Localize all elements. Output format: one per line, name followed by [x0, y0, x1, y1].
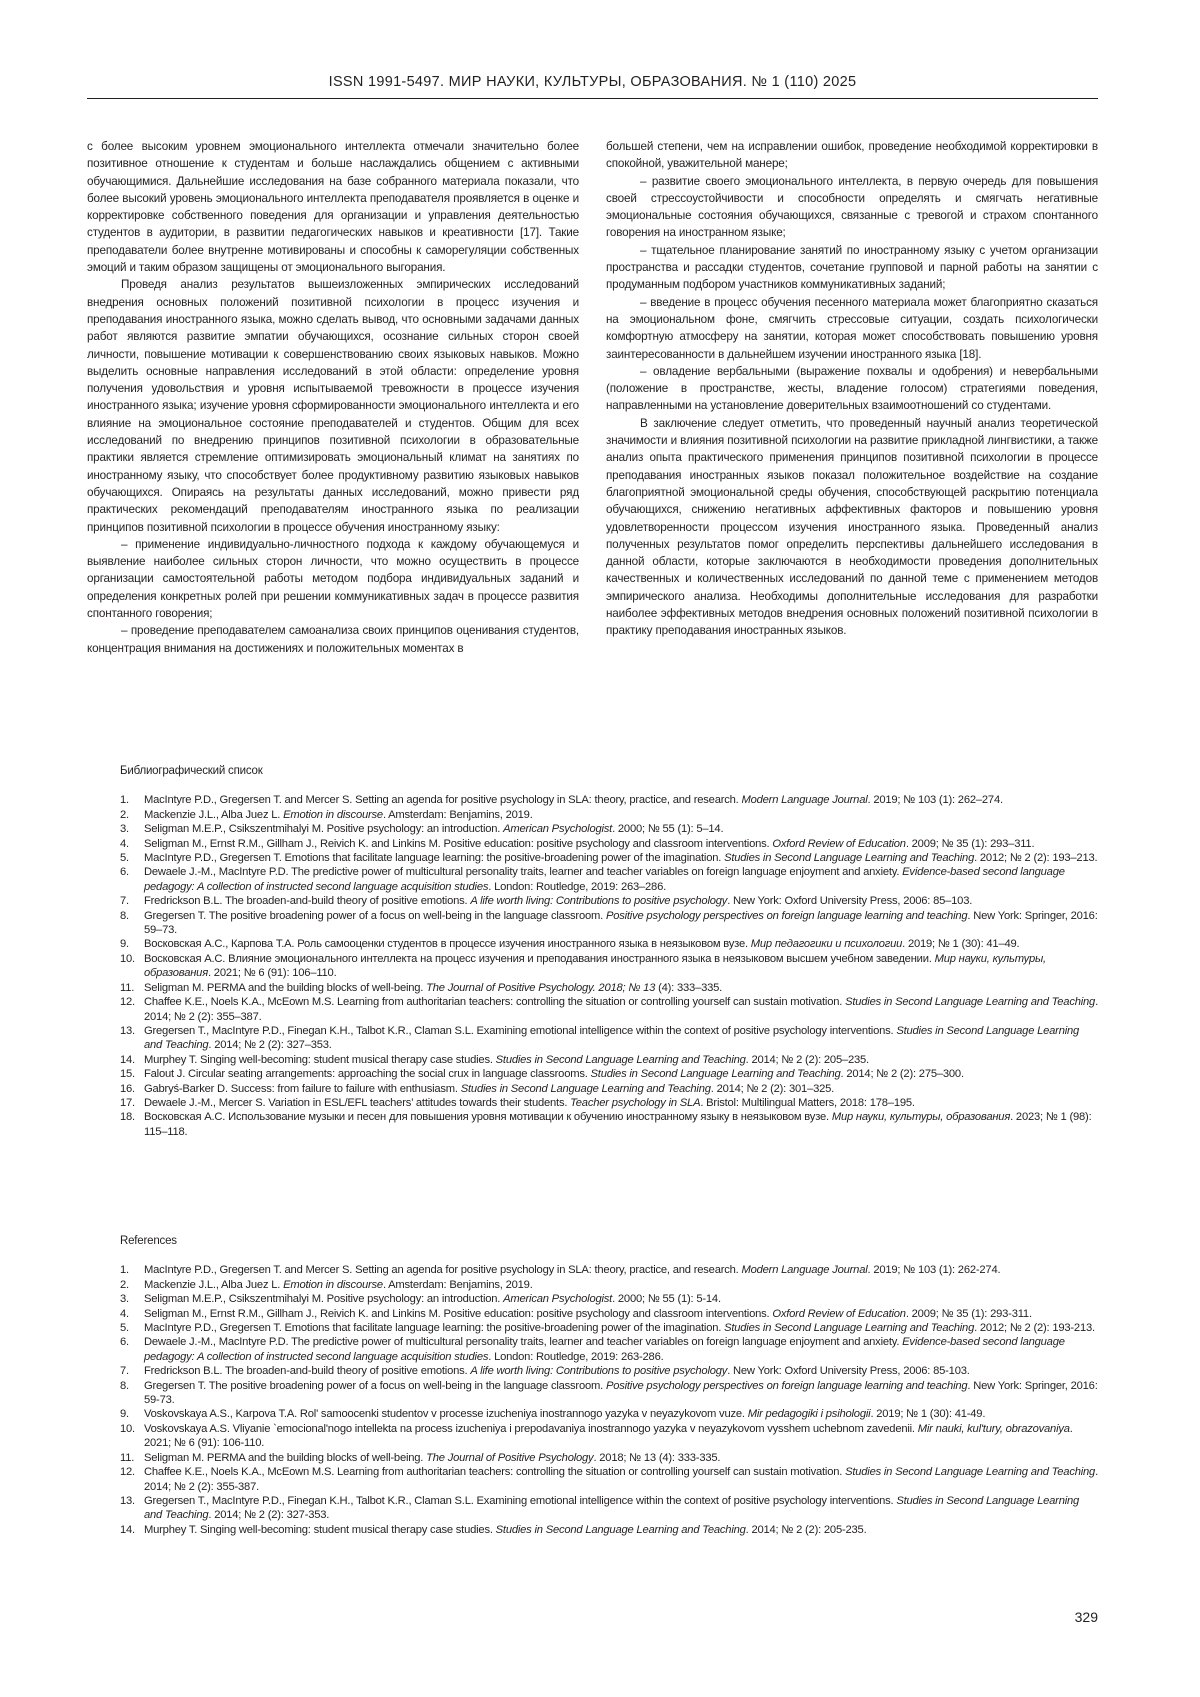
reference-details: . 2019; № 103 (1): 262–274. — [868, 794, 1003, 806]
reference-item — [120, 1096, 1098, 1110]
reference-number: 17. — [120, 1096, 144, 1110]
reference-number: 14. — [120, 1523, 144, 1537]
reference-details: . 2014; № 2 (2): 327–353. — [208, 1039, 331, 1051]
reference-text — [144, 1465, 1098, 1494]
reference-text — [144, 1110, 1098, 1139]
list-item: – применение индивидуально-личностного подхода к каждому обучающемуся и выявление наиболее сильных сторон личности, что можно осуществить в процессе организации самостоятельной работы методом подбора индивидуальных заданий и определения конкретных ролей при решении коммуникативных задач в процессе развития спонтанного говорения; — [87, 536, 579, 622]
reference-source: Studies in Second Language Learning and Teaching — [724, 852, 974, 864]
reference-number: 3. — [120, 1292, 144, 1306]
reference-item — [120, 1364, 1098, 1378]
reference-text — [144, 1096, 1098, 1110]
reference-authors-title: Восковская А.С. Влияние эмоционального интеллекта на процесс изучения и преподавания иностранного языка в неязыковом высшем учебном заведении. — [144, 953, 935, 965]
reference-authors-title: Chaffee K.E., Noels K.A., McEown M.S. Learning from authoritarian teachers: controlling the situation or controlling yourself can sustain motivation. — [144, 1466, 845, 1478]
reference-number: 10. — [120, 952, 144, 981]
bibliography-title: Библиографический список — [120, 764, 1098, 778]
page-number: 329 — [1075, 1609, 1098, 1625]
reference-authors-title: MacIntyre P.D., Gregersen T. and Mercer S. Setting an agenda for positive psychology in SLA: theory, practice, and research. — [144, 794, 741, 806]
reference-details: . 2021; № 6 (91): 106–110. — [208, 967, 337, 979]
reference-item — [120, 1451, 1098, 1465]
reference-text — [144, 837, 1098, 851]
reference-text — [144, 1278, 1098, 1292]
reference-number: 15. — [120, 1067, 144, 1081]
reference-item — [120, 909, 1098, 938]
reference-item — [120, 1307, 1098, 1321]
reference-details: . New York: Springer, 2016: 59–73. — [144, 910, 1098, 936]
reference-number: 7. — [120, 894, 144, 908]
reference-details: . 2009; № 35 (1): 293–311. — [906, 838, 1035, 850]
reference-source: Mir nauki, kul'tury, obrazovaniya — [918, 1423, 1070, 1435]
paragraph: Проведя анализ результатов вышеизложенных эмпирических исследований внедрения основных положений позитивной психологии в процесс изучения и преподавания иностранного языка, можно сделать вывод, что основными задачами данных работ являются развитие эмпатии обучающихся, осознание сильных сторон своей личности, повышение мотивации к совершенствованию своих языковых навыков. Можно выделить основные направления исследований в этой области: определение уровня получения удовольствия и уровня испытываемой тревожности в процессе изучения иностранного языка; изучение уровня сформированности эмоционального интеллекта и его влияние на эмоциональное состояние преподавателей и студентов. Общим для всех исследований по внедрению принципов позитивной психологии в образовательные практики является стремление оптимизировать эмоциональный климат на занятиях по иностранному языку, что способствует более продуктивному развитию языковых навыков обучающихся. Опираясь на результаты данных исследований, можно привести ряд практических рекомендаций преподавателям иностранного языка по реализации принципов позитивной психологии в процессе обучения иностранному языку: — [87, 276, 579, 535]
reference-details: . London: Routledge, 2019: 263-286. — [488, 1351, 663, 1363]
reference-source: A life worth living: Contributions to positive psychology — [470, 1365, 727, 1377]
reference-source: Teacher psychology in SLA — [570, 1097, 700, 1109]
reference-number: 13. — [120, 1024, 144, 1053]
reference-details: . 2014; № 2 (2): 301–325. — [711, 1083, 834, 1095]
reference-number: 16. — [120, 1082, 144, 1096]
reference-authors-title: Gregersen T. The positive broadening power of a focus on well-being in the language classroom. — [144, 1380, 606, 1392]
reference-text — [144, 793, 1098, 807]
reference-text — [144, 1407, 1098, 1421]
references-section — [120, 1234, 1098, 1537]
reference-item — [120, 793, 1098, 807]
reference-details: . 2018; № 13 (4): 333-335. — [593, 1452, 720, 1464]
reference-details: . Bristol: Multilingual Matters, 2018: 178–195. — [700, 1097, 914, 1109]
reference-number: 11. — [120, 981, 144, 995]
reference-item — [120, 1263, 1098, 1277]
reference-source: A life worth living: Contributions to positive psychology — [470, 895, 727, 907]
reference-text — [144, 1263, 1098, 1277]
reference-number: 2. — [120, 1278, 144, 1292]
reference-item — [120, 851, 1098, 865]
reference-details: (4): 333–335. — [655, 982, 722, 994]
reference-authors-title: Mackenzie J.L., Alba Juez L. — [144, 1279, 283, 1291]
reference-source: Studies in Second Language Learning and Teaching — [845, 1466, 1095, 1478]
reference-item — [120, 865, 1098, 894]
reference-text — [144, 1523, 1098, 1537]
reference-text — [144, 1364, 1098, 1378]
reference-authors-title: Voskovskaya A.S., Karpova T.A. Rol' samoocenki studentov v processe izucheniya inostrannogo yazyka v neyazykovom vuze. — [144, 1408, 748, 1420]
reference-details: . 2000; № 55 (1): 5–14. — [612, 823, 723, 835]
reference-source: The Journal of Positive Psychology — [426, 1452, 593, 1464]
reference-source: Мир науки, культуры, образования — [144, 953, 1046, 979]
reference-item — [120, 1494, 1098, 1523]
reference-number: 18. — [120, 1110, 144, 1139]
reference-authors-title: Falout J. Circular seating arrangements: approaching the social crux in language classrooms. — [144, 1068, 591, 1080]
reference-number: 3. — [120, 822, 144, 836]
left-column — [87, 138, 579, 657]
reference-authors-title: MacIntyre P.D., Gregersen T. and Mercer S. Setting an agenda for positive psychology in SLA: theory, practice, and research. — [144, 1264, 741, 1276]
reference-source: Emotion in discourse — [283, 809, 383, 821]
reference-number: 9. — [120, 1407, 144, 1421]
reference-item — [120, 1292, 1098, 1306]
list-item: – введение в процесс обучения песенного материала может благоприятно сказаться на эмоциональном фоне, смягчить стрессовые ситуации, создать психологически комфортную атмосферу на занятии, которая может способствовать повышению уровня заинтересованности в дальнейшем изучении иностранного языка [18]. — [606, 294, 1098, 363]
reference-source: Positive psychology perspectives on foreign language learning and teaching — [606, 1380, 967, 1392]
reference-authors-title: Chaffee K.E., Noels K.A., McEown M.S. Learning from authoritarian teachers: controlling the situation or controlling yourself can sustain motivation. — [144, 996, 845, 1008]
reference-details: . 2014; № 2 (2): 205-235. — [746, 1524, 867, 1536]
reference-source: Studies in Second Language Learning and Teaching — [496, 1524, 746, 1536]
reference-source: Studies in Second Language Learning and Teaching — [496, 1054, 746, 1066]
reference-authors-title: Seligman M., Ernst R.M., Gillham J., Reivich K. and Linkins M. Positive education: positive psychology and classroom interventions. — [144, 838, 772, 850]
reference-source: Evidence-based second language pedagogy: A collection of instructed second language acquisition studies — [144, 866, 1065, 892]
reference-item — [120, 1053, 1098, 1067]
reference-authors-title: MacIntyre P.D., Gregersen T. Emotions that facilitate language learning: the positive-broadening power of the imagination. — [144, 852, 724, 864]
reference-item — [120, 1407, 1098, 1421]
reference-item — [120, 1067, 1098, 1081]
reference-authors-title: Gregersen T., MacIntyre P.D., Finegan K.H., Talbot K.R., Claman S.L. Examining emotional intelligence within the context of positive psychology interventions. — [144, 1025, 896, 1037]
reference-number: 4. — [120, 837, 144, 851]
reference-source: Studies in Second Language Learning and Teaching — [724, 1322, 974, 1334]
reference-source: Modern Language Journal — [741, 1264, 867, 1276]
bibliography-section — [120, 764, 1098, 1139]
list-item: – тщательное планирование занятий по иностранному языку с учетом организации пространства и рассадки студентов, сочетание групповой и парной работы на занятии с продуманным подбором участников коммуникативных заданий; — [606, 242, 1098, 294]
reference-text — [144, 937, 1098, 951]
reference-details: . 2014; № 2 (2): 355-387. — [144, 1466, 1098, 1492]
reference-details: . New York: Oxford University Press, 2006: 85-103. — [727, 1365, 969, 1377]
reference-text — [144, 865, 1098, 894]
reference-authors-title: Восковская А.С. Использование музыки и песен для повышения уровня мотивации к обучению иностранному языку в неязыковом вузе. — [144, 1111, 832, 1123]
reference-item — [120, 837, 1098, 851]
references-title: References — [120, 1234, 1098, 1248]
reference-text — [144, 909, 1098, 938]
reference-details: . 2009; № 35 (1): 293-311. — [906, 1308, 1032, 1320]
reference-details: . 2000; № 55 (1): 5-14. — [612, 1293, 721, 1305]
reference-text — [144, 1335, 1098, 1364]
reference-item — [120, 1082, 1098, 1096]
reference-number: 11. — [120, 1451, 144, 1465]
reference-item — [120, 1278, 1098, 1292]
reference-details: . 2021; № 6 (91): 106-110. — [144, 1423, 1073, 1449]
reference-source: Studies in Second Language Learning and Teaching — [144, 1025, 1079, 1051]
reference-details: . Amsterdam: Benjamins, 2019. — [383, 809, 533, 821]
reference-text — [144, 808, 1098, 822]
reference-number: 6. — [120, 865, 144, 894]
reference-source: Мир педагогики и психологии — [751, 938, 902, 950]
reference-text — [144, 995, 1098, 1024]
reference-item — [120, 894, 1098, 908]
journal-header: ISSN 1991-5497. МИР НАУКИ, КУЛЬТУРЫ, ОБРАЗОВАНИЯ. № 1 (110) 2025 — [87, 74, 1098, 90]
reference-item — [120, 1379, 1098, 1408]
bibliography-list — [120, 793, 1098, 1139]
reference-details: . New York: Springer, 2016: 59-73. — [144, 1380, 1098, 1406]
reference-authors-title: Gabryś-Barker D. Success: from failure to failure with enthusiasm. — [144, 1083, 461, 1095]
paragraph: с более высоким уровнем эмоционального интеллекта отмечали значительно более позитивное отношение к студентам и больше наслаждались общением с активными обучающимися. Дальнейшие исследования на базе собранного материала показали, что более высокий уровень эмоционального интеллекта преподавателя проявляется в оценке и корректировке собственного поведения для организации и управления деятельностью студентов в аудитории, в развитии педагогических навыков и креативности [17]. Такие преподаватели более внутренне мотивированы и способны к саморегуляции собственных эмоций и таким образом защищены от эмоционального выгорания. — [87, 138, 579, 276]
list-item: – развитие своего эмоционального интеллекта, в первую очередь для повышения своей стрессоустойчивости и способности определять и смягчать негативные эмоциональные состояния обучающихся, связанные с тревогой и страхом спонтанного говорения на иностранном языке; — [606, 173, 1098, 242]
reference-source: Studies in Second Language Learning and Teaching — [845, 996, 1095, 1008]
reference-text — [144, 1053, 1098, 1067]
reference-authors-title: Seligman M.E.P., Csikszentmihalyi M. Positive psychology: an introduction. — [144, 1293, 503, 1305]
reference-authors-title: Fredrickson B.L. The broaden-and-build theory of positive emotions. — [144, 1365, 470, 1377]
reference-item — [120, 808, 1098, 822]
reference-authors-title: Seligman M. PERMA and the building blocks of well-being. — [144, 982, 426, 994]
reference-number: 9. — [120, 937, 144, 951]
reference-details: . 2014; № 2 (2): 355–387. — [144, 996, 1098, 1022]
reference-details: . 2019; № 1 (30): 41-49. — [870, 1408, 985, 1420]
reference-number: 12. — [120, 995, 144, 1024]
reference-number: 12. — [120, 1465, 144, 1494]
reference-text — [144, 1307, 1098, 1321]
reference-authors-title: Gregersen T. The positive broadening power of a focus on well-being in the language classroom. — [144, 910, 606, 922]
reference-text — [144, 1321, 1098, 1335]
reference-number: 8. — [120, 1379, 144, 1408]
reference-source: Positive psychology perspectives on foreign language learning and teaching — [606, 910, 967, 922]
reference-details: . 2014; № 2 (2): 275–300. — [841, 1068, 964, 1080]
reference-item — [120, 1422, 1098, 1451]
reference-item — [120, 1024, 1098, 1053]
reference-item — [120, 1465, 1098, 1494]
reference-details: . 2014; № 2 (2): 205–235. — [746, 1054, 869, 1066]
reference-number: 1. — [120, 793, 144, 807]
reference-details: . 2012; № 2 (2): 193-213. — [974, 1322, 1095, 1334]
reference-authors-title: Murphey T. Singing well-becoming: student musical therapy case studies. — [144, 1054, 496, 1066]
reference-item — [120, 1523, 1098, 1537]
reference-authors-title: Dewaele J.-M., Mercer S. Variation in ESL/EFL teachers’ attitudes towards their students. — [144, 1097, 570, 1109]
reference-number: 4. — [120, 1307, 144, 1321]
reference-source: Studies in Second Language Learning and Teaching — [461, 1083, 711, 1095]
list-item: – проведение преподавателем самоанализа своих принципов оценивания студентов, концентрация внимания на достижениях и положительных моментах в — [87, 622, 579, 657]
reference-text — [144, 981, 1098, 995]
reference-details: . 2019; № 1 (30): 41–49. — [902, 938, 1019, 950]
reference-source: American Psychologist — [503, 1293, 612, 1305]
paragraph: В заключение следует отметить, что проведенный научный анализ теоретической значимости и влияния позитивной психологии на развитие прикладной лингвистики, а также анализ опыта практического применения принципов позитивной психологии в процессе преподавания иностранных языков показал положительное воздействие на создание благоприятной эмоциональной среды обучения, способствующей раскрытию потенциала обучающихся, снижению негативных аффективных факторов и повышению уровня удовлетворенности процессом изучения иностранного языка. Проведенный анализ полученных результатов помог определить перспективы дальнейшего исследования в данной области, которые заключаются в необходимости проведения дополнительных качественных и количественных исследований по данной теме с применением методов эмпирического анализа. Необходимы дополнительные исследования для разработки наиболее эффективных методов внедрения основных положений позитивной психологии в практику преподавания иностранных языков. — [606, 415, 1098, 640]
reference-text — [144, 851, 1098, 865]
reference-number: 10. — [120, 1422, 144, 1451]
reference-details: . 2014; № 2 (2): 327-353. — [208, 1509, 329, 1521]
reference-text — [144, 1292, 1098, 1306]
reference-text — [144, 822, 1098, 836]
reference-source: The Journal of Positive Psychology. 2018; № 13 — [426, 982, 655, 994]
reference-authors-title: Mackenzie J.L., Alba Juez L. — [144, 809, 283, 821]
reference-text — [144, 1024, 1098, 1053]
right-column — [606, 138, 1098, 657]
reference-text — [144, 1451, 1098, 1465]
reference-text — [144, 894, 1098, 908]
reference-item — [120, 822, 1098, 836]
reference-authors-title: Murphey T. Singing well-becoming: student musical therapy case studies. — [144, 1524, 496, 1536]
reference-details: . London: Routledge, 2019: 263–286. — [488, 881, 666, 893]
reference-text — [144, 1082, 1098, 1096]
reference-details: . New York: Oxford University Press, 2006: 85–103. — [727, 895, 972, 907]
reference-details: . 2023; № 1 (98): 115–118. — [144, 1111, 1091, 1137]
reference-item — [120, 1321, 1098, 1335]
reference-text — [144, 1067, 1098, 1081]
paragraph: большей степени, чем на исправлении ошибок, проведение необходимой корректировки в спокойной, уважительной манере; — [606, 138, 1098, 173]
reference-text — [144, 1494, 1098, 1523]
reference-item — [120, 937, 1098, 951]
reference-number: 7. — [120, 1364, 144, 1378]
reference-source: Evidence-based second language pedagogy: A collection of instructed second language acquisition studies — [144, 1336, 1065, 1362]
reference-details: . 2019; № 103 (1): 262-274. — [868, 1264, 1001, 1276]
reference-text — [144, 1379, 1098, 1408]
reference-item — [120, 1335, 1098, 1364]
reference-source: Oxford Review of Education — [772, 838, 905, 850]
reference-source: Мир науки, культуры, образования — [832, 1111, 1010, 1123]
reference-authors-title: Voskovskaya A.S. Vliyanie `emocional'nogo intellekta na process izucheniya i prepodavaniya inostrannogo yazyka v neyazykovom vysshem uchebnom zavedenii. — [144, 1423, 918, 1435]
reference-source: Mir pedagogiki i psihologii — [748, 1408, 871, 1420]
reference-number: 8. — [120, 909, 144, 938]
reference-item — [120, 995, 1098, 1024]
reference-source: Oxford Review of Education — [772, 1308, 905, 1320]
reference-item — [120, 952, 1098, 981]
reference-number: 6. — [120, 1335, 144, 1364]
header-rule — [87, 98, 1098, 99]
reference-authors-title: Seligman M.E.P., Csikszentmihalyi M. Positive psychology: an introduction. — [144, 823, 503, 835]
reference-text — [144, 1422, 1098, 1451]
references-list — [120, 1263, 1098, 1537]
reference-source: Emotion in discourse — [283, 1279, 383, 1291]
reference-source: American Psychologist — [503, 823, 612, 835]
reference-number: 2. — [120, 808, 144, 822]
reference-authors-title: Fredrickson B.L. The broaden-and-build theory of positive emotions. — [144, 895, 470, 907]
reference-authors-title: Seligman M., Ernst R.M., Gillham J., Reivich K. and Linkins M. Positive education: positive psychology and classroom interventions. — [144, 1308, 772, 1320]
body-columns — [87, 138, 1098, 657]
reference-authors-title: Seligman M. PERMA and the building blocks of well-being. — [144, 1452, 426, 1464]
reference-text — [144, 952, 1098, 981]
reference-source: Studies in Second Language Learning and Teaching — [144, 1495, 1079, 1521]
reference-item — [120, 1110, 1098, 1139]
reference-number: 5. — [120, 851, 144, 865]
list-item: – овладение вербальными (выражение похвалы и одобрения) и невербальными (положение в пространстве, жесты, владение голосом) стратегиями поведения, направленными на установление доверительных взаимоотношений со студентами. — [606, 363, 1098, 415]
reference-authors-title: Dewaele J.-M., MacIntyre P.D. The predictive power of multicultural personality traits, learner and teacher variables on foreign language enjoyment and anxiety. — [144, 866, 902, 878]
reference-number: 13. — [120, 1494, 144, 1523]
reference-number: 1. — [120, 1263, 144, 1277]
reference-number: 14. — [120, 1053, 144, 1067]
reference-authors-title: Восковская А.С., Карпова Т.А. Роль самооценки студентов в процессе изучения иностранного языка в неязыковом вузе. — [144, 938, 751, 950]
reference-authors-title: Gregersen T., MacIntyre P.D., Finegan K.H., Talbot K.R., Claman S.L. Examining emotional intelligence within the context of positive psychology interventions. — [144, 1495, 896, 1507]
reference-details: . 2012; № 2 (2): 193–213. — [974, 852, 1097, 864]
reference-details: . Amsterdam: Benjamins, 2019. — [383, 1279, 533, 1291]
reference-source: Studies in Second Language Learning and Teaching — [591, 1068, 841, 1080]
reference-source: Modern Language Journal — [741, 794, 867, 806]
reference-authors-title: Dewaele J.-M., MacIntyre P.D. The predictive power of multicultural personality traits, learner and teacher variables on foreign language enjoyment and anxiety. — [144, 1336, 902, 1348]
reference-item — [120, 981, 1098, 995]
reference-authors-title: MacIntyre P.D., Gregersen T. Emotions that facilitate language learning: the positive-broadening power of the imagination. — [144, 1322, 724, 1334]
reference-number: 5. — [120, 1321, 144, 1335]
